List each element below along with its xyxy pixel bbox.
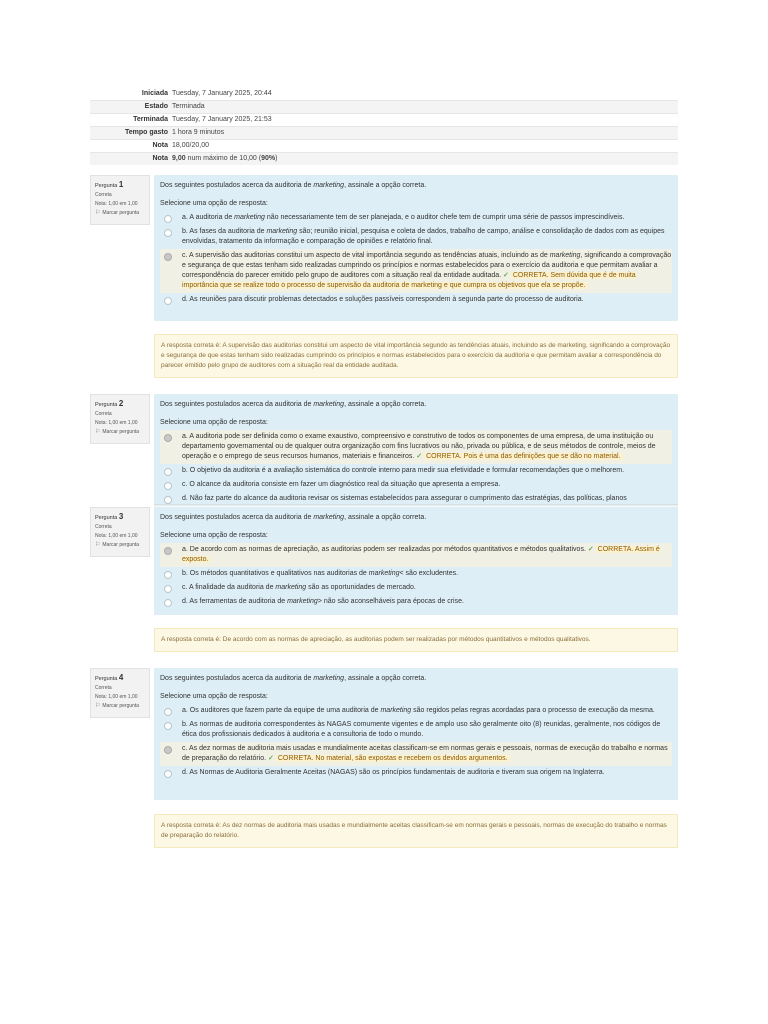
question-content (154, 175, 678, 321)
feedback-correct: CORRETA. No material, são expostas e recebem os devidos argumentos. (277, 755, 508, 762)
radio-icon[interactable] (164, 496, 172, 504)
radio-icon[interactable] (164, 585, 172, 593)
question-status: Correta (95, 685, 112, 691)
radio-icon[interactable] (164, 708, 172, 716)
summary-value: 1 hora 9 minutos (172, 129, 225, 136)
question-text: Dos seguintes postulados acerca da auditoria de marketing, assinale a opção correta. (160, 514, 427, 521)
option-c-selected[interactable]: c. A supervisão das auditorias constitui um aspecto de vital importância segundo as tendências atuais, incluindo as de marketing, significando a comprovação e segurança de que estas tenham sido realizadas cumprindo os princípios e normas estabelecidos para o exercício da auditoria e que permitam avaliar a correspondência do parecer emitido pelo grupo de auditores com a situação real da entidade auditada. ✓ CORRETA. Sem dúvida que é de muita importância que se realize todo o processo de supervisão da auditoria de marketing e que cumpra os objetivos que ela se propõe. (160, 249, 672, 293)
question-text: Dos seguintes postulados acerca da auditoria de marketing, assinale a opção correta. (160, 675, 427, 682)
radio-icon[interactable] (164, 746, 172, 754)
summary-value: Terminada (172, 103, 205, 110)
summary-value: Tuesday, 7 January 2025, 20:44 (172, 90, 272, 97)
radio-icon[interactable] (164, 434, 172, 442)
radio-icon[interactable] (164, 229, 172, 237)
summary-row (90, 126, 678, 139)
question-info (90, 507, 150, 557)
summary-value: 18,00/20,00 (172, 142, 209, 149)
radio-icon[interactable] (164, 722, 172, 730)
question-status: Correta (95, 524, 112, 530)
grade-value: 9,00 (172, 155, 186, 162)
check-icon: ✓ (587, 546, 594, 553)
summary-key: Nota (152, 155, 168, 162)
radio-icon[interactable] (164, 215, 172, 223)
question-info (90, 668, 150, 718)
summary-key: Tempo gasto (124, 129, 168, 136)
question-text: Dos seguintes postulados acerca da auditoria de marketing, assinale a opção correta. (160, 401, 427, 408)
option-b[interactable]: b. As fases da auditoria de marketing são; reunião inicial, pesquisa e coleta de dados, trabalho de campo, análise e consolidação de dados com as equipes envolvidas, tratamento da informação e comparação de opiniões e relatório final. (160, 225, 672, 249)
flag-icon: ⚐ (95, 429, 101, 435)
radio-icon[interactable] (164, 571, 172, 579)
summary-value: Tuesday, 7 January 2025, 21:53 (172, 116, 272, 123)
question-number: Pergunta 2 (95, 399, 124, 408)
option-b[interactable]: b. O objetivo da auditoria é a avaliação sistemática do controle interno para medir sua efetividade e formular recomendações que o melhorem. (160, 464, 672, 478)
option-a-selected[interactable]: a. De acordo com as normas de apreciação, as auditorias podem ser realizadas por métodos quantitativos e métodos qualitativos. ✓ CORRETA. Assim é exposto. (160, 543, 672, 567)
radio-icon[interactable] (164, 253, 172, 261)
option-d[interactable]: d. As Normas de Auditoria Geralmente Aceitas (NAGAS) são os princípios fundamentais de auditoria e tiveram sua origem na Inglaterra. (160, 766, 672, 780)
correct-answer-box: A resposta correta é: De acordo com as normas de apreciação, as auditorias podem ser realizadas por métodos quantitativos e métodos qualitativos. (154, 628, 678, 652)
grade-max: num máximo de 10,00 ( (185, 155, 262, 162)
summary-key: Nota (152, 142, 168, 149)
option-a[interactable]: a. Os auditores que fazem parte da equipe de uma auditoria de marketing são regidos pelas regras acordadas para o processo de execução da mesma. (160, 704, 672, 718)
answer-prompt: Selecione uma opção de resposta: (160, 419, 268, 426)
radio-icon[interactable] (164, 297, 172, 305)
question-status: Correta (95, 411, 112, 417)
question-number: Pergunta 4 (95, 673, 124, 682)
answer-prompt: Selecione uma opção de resposta: (160, 532, 268, 539)
question-info (90, 175, 150, 225)
check-icon: ✓ (268, 755, 274, 762)
attempt-summary-table (90, 88, 678, 165)
option-d[interactable]: d. As ferramentas de auditoria de marketing> não são aconselháveis para épocas de crise. (160, 595, 672, 609)
summary-row (90, 139, 678, 152)
summary-row (90, 100, 678, 113)
feedback-correct: CORRETA. Sem dúvida que é de muita importância que se realize todo o processo de supervisão da auditoria de marketing e que cumpra os objetivos que ela se propõe. (182, 272, 636, 289)
summary-value (172, 153, 678, 165)
correct-answer-box: A resposta correta é: A supervisão das auditorias constitui um aspecto de vital importância segundo as tendências atuais, incluindo as de marketing, significando a comprovação e segurança de que estas tenham sido realizadas cumprindo os princípios e normas estabelecidos para o exercício da auditoria e que permitam avaliar a correspondência do parecer emitido pelo grupo de auditores com a situação real da entidade auditada. (154, 334, 678, 378)
question-info (90, 394, 150, 444)
question-mark: Nota: 1,00 em 1,00 (95, 533, 138, 539)
flag-icon: ⚐ (95, 210, 101, 216)
option-a-selected[interactable]: a. A auditoria pode ser definida como o exame exaustivo, compreensivo e construtivo de todos os componentes de uma empresa, de uma instituição ou departamento governamental ou de qualquer outra organização com fins lucrativos ou não, privada ou pública, e de seus métodos de controle, meios de operação e o emprego de seus recursos humanos, materiais e financeiros. ✓ CORRETA. Pois é uma das definições que se dão no material. (160, 430, 672, 464)
question-number: Pergunta 3 (95, 512, 124, 521)
option-d[interactable]: d. As reuniões para discutir problemas detectados e soluções passíveis correspondem à segunda parte do processo de auditoria. (160, 293, 672, 307)
feedback-correct: CORRETA. Pois é uma das definições que se dão no material. (426, 453, 621, 460)
answer-prompt: Selecione uma opção de resposta: (160, 200, 268, 207)
flag-question-link[interactable]: ⚐ Marcar pergunta (95, 542, 140, 548)
question-content (154, 394, 678, 504)
question-content (154, 507, 678, 615)
correct-answer-box: A resposta correta é: As dez normas de auditoria mais usadas e mundialmente aceitas classificam-se em normas gerais e pessoais, normas de execução do trabalho e normas de preparação do relatório. (154, 814, 678, 848)
radio-icon[interactable] (164, 482, 172, 490)
radio-icon[interactable] (164, 547, 172, 555)
flag-icon: ⚐ (95, 703, 101, 709)
check-icon: ✓ (503, 272, 509, 279)
option-b[interactable]: b. Os métodos quantitativos e qualitativos nas auditorias de marketing< são excludentes. (160, 567, 672, 581)
question-content (154, 668, 678, 800)
summary-row (90, 88, 678, 100)
summary-key: Estado (144, 103, 168, 110)
question-mark: Nota: 1,00 em 1,00 (95, 201, 138, 207)
grade-percent: 90% (261, 155, 276, 162)
summary-row (90, 152, 678, 165)
radio-icon[interactable] (164, 468, 172, 476)
option-a[interactable]: a. A auditoria de marketing não necessariamente tem de ser planejada, e o auditor chefe tem de cumprir uma série de passos imprescindíveis. (160, 211, 672, 225)
option-d[interactable]: d. Não faz parte do alcance da auditoria revisar os sistemas estabelecidos para assegurar o cumprimento das estratégias, das políticas, planos (160, 492, 672, 504)
radio-icon[interactable] (164, 770, 172, 778)
question-mark: Nota: 1,00 em 1,00 (95, 694, 138, 700)
flag-question-link[interactable]: ⚐ Marcar pergunta (95, 703, 140, 709)
grade-close: ) (275, 155, 278, 162)
question-text: Dos seguintes postulados acerca da auditoria de marketing, assinale a opção correta. (160, 182, 427, 189)
summary-row (90, 113, 678, 126)
flag-icon: ⚐ (95, 542, 101, 548)
question-status: Correta (95, 192, 112, 198)
flag-question-link[interactable]: ⚐ Marcar pergunta (95, 210, 140, 216)
feedback-correct: CORRETA. Assim é exposto. (182, 546, 660, 563)
check-icon: ✓ (416, 453, 423, 460)
option-c[interactable]: c. O alcance da auditoria consiste em fazer um diagnóstico real da situação que apresenta a empresa. (160, 478, 672, 492)
radio-icon[interactable] (164, 599, 172, 607)
summary-key: Iniciada (141, 90, 168, 97)
option-b[interactable]: b. As normas de auditoria correspondentes às NAGAS comumente vigentes e de amplo uso são geralmente oito (8) reunidas, geralmente, nos códigos de ética dos profissionais dedicados à auditoria e a consultoria de todo o mundo. (160, 718, 672, 742)
option-c[interactable]: c. A finalidade da auditoria de marketing são as oportunidades de mercado. (160, 581, 672, 595)
option-c-selected[interactable]: c. As dez normas de auditoria mais usadas e mundialmente aceitas classificam-se em normas gerais e pessoais, normas de execução do trabalho e normas de preparação do relatório. ✓ CORRETA. No material, são expostas e recebem os devidos argumentos. (160, 742, 672, 766)
answer-prompt: Selecione uma opção de resposta: (160, 693, 268, 700)
flag-question-link[interactable]: ⚐ Marcar pergunta (95, 429, 140, 435)
summary-key: Terminada (133, 116, 168, 123)
question-mark: Nota: 1,00 em 1,00 (95, 420, 138, 426)
question-number: Pergunta 1 (95, 180, 124, 189)
